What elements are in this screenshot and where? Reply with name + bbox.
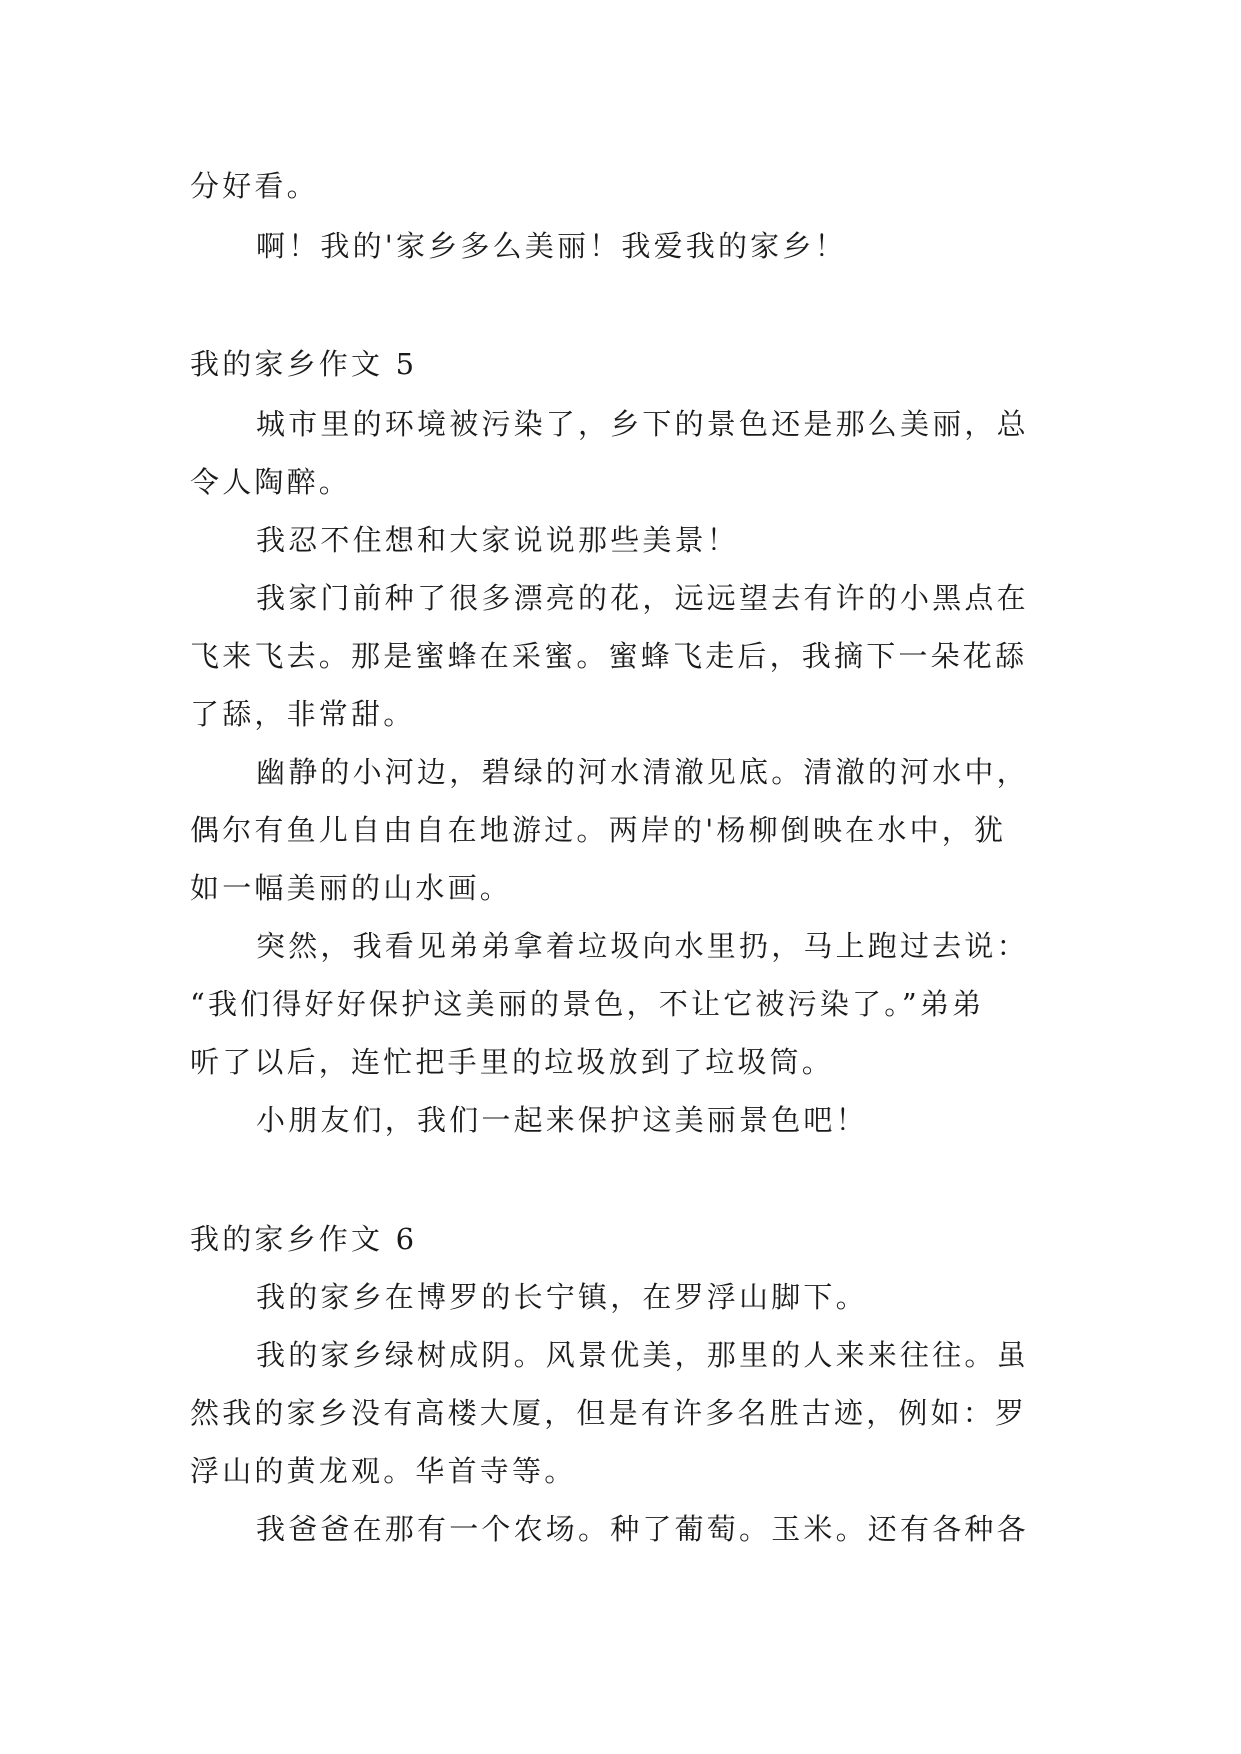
paragraph-line: 浮山的黄龙观。华首寺等。 — [190, 1454, 577, 1488]
paragraph-line: 小朋友们，我们一起来保护这美丽景色吧！ — [256, 1103, 868, 1137]
section-heading: 我的家乡作文 6 — [190, 1222, 418, 1256]
paragraph-line: 飞来飞去。那是蜜蜂在采蜜。蜜蜂飞走后，我摘下一朵花舔 — [190, 639, 1028, 673]
section-heading: 我的家乡作文 5 — [190, 347, 418, 381]
paragraph-line: 我的家乡在博罗的长宁镇，在罗浮山脚下。 — [256, 1280, 868, 1314]
paragraph-line: 我家门前种了很多漂亮的花，远远望去有许的小黑点在 — [256, 581, 1029, 615]
paragraph-line: “我们得好好保护这美丽的景色，不让它被污染了。”弟弟 — [190, 987, 985, 1021]
paragraph-line: 了舔，非常甜。 — [190, 697, 416, 731]
paragraph-line: 城市里的环境被污染了，乡下的景色还是那么美丽，总 — [256, 407, 1029, 441]
paragraph-line: 偶尔有鱼儿自由自在地游过。两岸的'杨柳倒映在水中，犹 — [190, 813, 1007, 847]
paragraph-line: 啊！我的'家乡多么美丽！我爱我的家乡！ — [256, 229, 847, 263]
paragraph-line: 我忍不住想和大家说说那些美景！ — [256, 523, 740, 557]
paragraph-line: 分好看。 — [190, 169, 319, 203]
paragraph-line: 我的家乡绿树成阴。风景优美，那里的人来来往往。虽 — [256, 1338, 1029, 1372]
paragraph-line: 令人陶醉。 — [190, 465, 352, 499]
paragraph-line: 我爸爸在那有一个农场。种了葡萄。玉米。还有各种各 — [256, 1512, 1029, 1546]
paragraph-line: 然我的家乡没有高楼大厦，但是有许多名胜古迹，例如：罗 — [190, 1396, 1028, 1430]
paragraph-line: 突然，我看见弟弟拿着垃圾向水里扔，马上跑过去说： — [256, 929, 1029, 963]
paragraph-line: 幽静的小河边，碧绿的河水清澈见底。清澈的河水中， — [256, 755, 1029, 789]
paragraph-line: 听了以后，连忙把手里的垃圾放到了垃圾筒。 — [190, 1045, 835, 1079]
paragraph-line: 如一幅美丽的山水画。 — [190, 871, 513, 905]
